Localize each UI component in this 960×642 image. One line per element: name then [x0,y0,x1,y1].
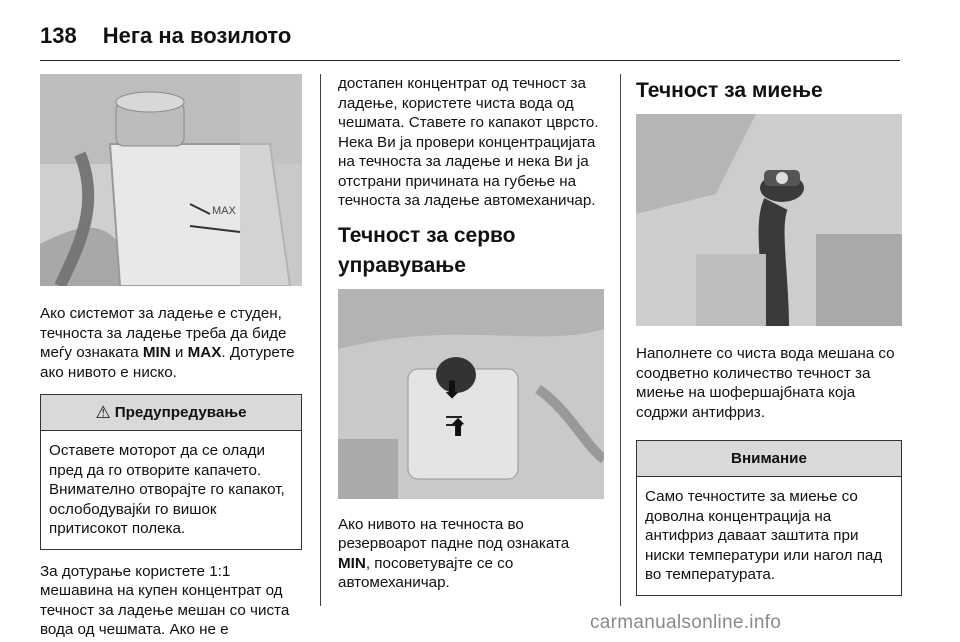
warning-text: Оставете моторот да се олади пред да го отворите капачето. Внимателно отворајте го капакот, ослободувајќи го вишок притисокот полека. [49,442,285,537]
column-divider-1 [320,74,321,606]
power-steering-paragraph: Ако нивото на течноста во резервоарот падне под ознаката MIN, посоветувајте се со автомеханичар. [338,515,570,591]
warning-box [40,394,302,550]
warning-header [41,395,301,431]
notice-box [636,440,902,596]
notice-header: Внимание [637,441,901,477]
section-title: Нега на возилото [102,23,292,48]
max-mark-label: MAX [212,205,236,217]
header-rule [40,60,900,61]
coolant-continued-paragraph: достапен концентрат од течност за ладење, користете чиста вода од чешмата. Ставете го капакот цврсто. Нека Ви ја провери концентрацијата на течноста за ладење и нека Ви ја отстрани причината на губење на течноста за ладење автомеханичар. [338,75,599,209]
page-header [40,16,291,56]
washer-fluid-paragraph: Наполнете со чиста вода мешана со соодветно количество течност за миење на шофершајбната која содржи антифриз. [636,345,895,421]
coolant-reservoir-photo [40,74,302,286]
watermark: carmanualsonline.info [590,612,782,633]
warning-triangle-icon: ⚠ [95,402,111,422]
coolant-level-paragraph: Ако системот за ладење е студен, течноста за ладење треба да биде меѓу ознаката MIN и MAX. Дотурете ако нивото е ниско. [40,305,295,381]
column-middle [338,74,604,593]
column-left [40,74,302,640]
washer-fluid-photo [636,114,902,326]
notice-text: Само течностите за миење со доволна концентрација на антифриз даваат заштита при ниски температури или нагол пад во температурата. [645,488,883,583]
topup-paragraph: За дотурање користете 1:1 мешавина на купен концентрат од течност за ладење мешан со чиста вода од чешмата. Ако не е [40,562,290,638]
arrow-down-icon: ⬇ [442,376,463,404]
column-divider-2 [620,74,621,606]
column-right [636,74,902,596]
page-number: 138 [40,23,77,48]
arrow-up-icon: ⬆ [448,414,469,442]
power-steering-heading: Течност за серво управување [338,223,516,277]
power-steering-photo [338,289,604,499]
warning-title: Предупредување [114,403,247,421]
washer-fluid-heading: Течност за миење [636,79,823,102]
